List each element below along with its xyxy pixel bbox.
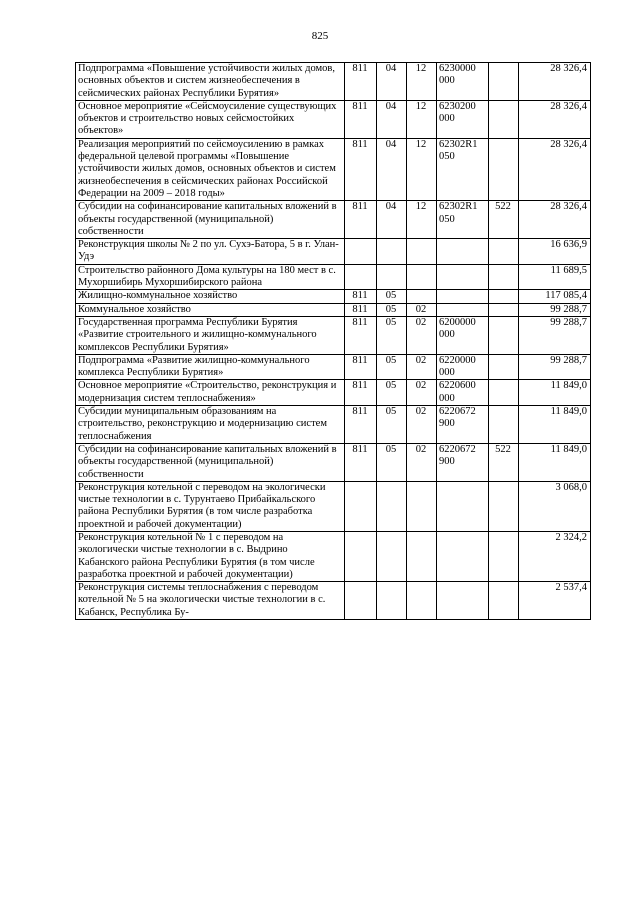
row-vr <box>489 100 519 138</box>
row-vr <box>489 264 519 290</box>
row-vr: 522 <box>489 443 519 481</box>
row-pr: 12 <box>407 138 437 200</box>
row-amount: 117 085,4 <box>519 290 591 303</box>
row-ved <box>345 481 377 531</box>
row-csr <box>437 481 489 531</box>
row-ved: 811 <box>345 290 377 303</box>
row-pr <box>407 481 437 531</box>
row-vr <box>489 303 519 316</box>
row-name: Государственная программа Республики Бурятия «Развитие строительного и жилищно-коммунального комплексов Республики Бурятия» <box>76 316 345 354</box>
row-name: Реконструкция котельной с переводом на экологически чистые технологии в с. Турунтаево Прибайкальского района Республики Бурятия (в том числе разработка проектной и рабочей документации) <box>76 481 345 531</box>
row-amount: 11 849,0 <box>519 406 591 444</box>
row-ved: 811 <box>345 303 377 316</box>
row-rz: 05 <box>377 354 407 380</box>
page-number: 825 <box>311 30 329 42</box>
row-amount: 28 326,4 <box>519 201 591 239</box>
row-rz: 05 <box>377 380 407 406</box>
row-ved: 811 <box>345 443 377 481</box>
table-row <box>76 582 591 620</box>
row-csr <box>437 239 489 265</box>
row-csr: 6230200 000 <box>437 100 489 138</box>
row-csr <box>437 303 489 316</box>
row-name: Субсидии муниципальным образованиям на строительство, реконструкцию и модернизацию систем теплоснабжения <box>76 406 345 444</box>
row-amount: 2 537,4 <box>519 582 591 620</box>
row-pr: 12 <box>407 201 437 239</box>
table-row <box>76 290 591 303</box>
row-pr <box>407 582 437 620</box>
row-name: Реконструкция котельной № 1 с переводом на экологически чистые технологии в с. Выдрино Кабанского района Республики Бурятия (в том числе разработка проектной и рабочей документации) <box>76 531 345 581</box>
row-pr: 02 <box>407 354 437 380</box>
table-row <box>76 443 591 481</box>
row-pr: 02 <box>407 316 437 354</box>
row-csr: 6200000 000 <box>437 316 489 354</box>
row-csr: 6230000 000 <box>437 63 489 101</box>
table-row <box>76 264 591 290</box>
row-ved <box>345 582 377 620</box>
row-ved: 811 <box>345 354 377 380</box>
row-csr <box>437 290 489 303</box>
row-vr: 522 <box>489 201 519 239</box>
row-vr <box>489 290 519 303</box>
row-name: Реконструкция школы № 2 по ул. Сухэ-Батора, 5 в г. Улан-Удэ <box>76 239 345 265</box>
row-ved <box>345 531 377 581</box>
row-name: Подпрограмма «Развитие жилищно-коммунального комплекса Республики Бурятия» <box>76 354 345 380</box>
row-ved <box>345 239 377 265</box>
row-pr <box>407 290 437 303</box>
row-rz <box>377 481 407 531</box>
row-rz: 04 <box>377 100 407 138</box>
row-pr <box>407 239 437 265</box>
row-pr: 12 <box>407 100 437 138</box>
table-row <box>76 100 591 138</box>
row-pr <box>407 531 437 581</box>
row-name: Основное мероприятие «Сейсмоусиление существующих объектов и строительство новых сейсмостойких объектов» <box>76 100 345 138</box>
row-pr: 02 <box>407 443 437 481</box>
row-rz: 05 <box>377 303 407 316</box>
row-vr <box>489 354 519 380</box>
row-rz: 05 <box>377 316 407 354</box>
row-csr <box>437 531 489 581</box>
row-name: Коммунальное хозяйство <box>76 303 345 316</box>
row-amount: 3 068,0 <box>519 481 591 531</box>
row-vr <box>489 531 519 581</box>
table-row <box>76 380 591 406</box>
table-row <box>76 138 591 200</box>
row-rz: 05 <box>377 443 407 481</box>
table-row <box>76 316 591 354</box>
row-amount: 28 326,4 <box>519 138 591 200</box>
row-ved: 811 <box>345 406 377 444</box>
row-vr <box>489 380 519 406</box>
row-pr: 02 <box>407 406 437 444</box>
row-pr: 02 <box>407 380 437 406</box>
row-csr: 62302R1 050 <box>437 138 489 200</box>
row-rz: 04 <box>377 201 407 239</box>
row-amount: 2 324,2 <box>519 531 591 581</box>
row-amount: 11 849,0 <box>519 380 591 406</box>
row-pr: 12 <box>407 63 437 101</box>
row-csr <box>437 582 489 620</box>
row-name: Основное мероприятие «Строительство, реконструкция и модернизация систем теплоснабжения» <box>76 380 345 406</box>
row-vr <box>489 138 519 200</box>
row-name: Жилищно-коммунальное хозяйство <box>76 290 345 303</box>
row-rz <box>377 264 407 290</box>
row-amount: 16 636,9 <box>519 239 591 265</box>
row-vr <box>489 406 519 444</box>
row-vr <box>489 239 519 265</box>
row-amount: 11 849,0 <box>519 443 591 481</box>
row-amount: 99 288,7 <box>519 354 591 380</box>
row-rz <box>377 582 407 620</box>
row-ved: 811 <box>345 380 377 406</box>
row-vr <box>489 481 519 531</box>
row-ved: 811 <box>345 201 377 239</box>
row-rz: 04 <box>377 138 407 200</box>
row-ved <box>345 264 377 290</box>
row-rz: 05 <box>377 406 407 444</box>
table-row <box>76 481 591 531</box>
row-rz: 05 <box>377 290 407 303</box>
row-amount: 28 326,4 <box>519 63 591 101</box>
row-vr <box>489 63 519 101</box>
row-csr: 6220600 000 <box>437 380 489 406</box>
row-amount: 99 288,7 <box>519 316 591 354</box>
row-name: Строительство районного Дома культуры на 180 мест в с. Мухоршибирь Мухоршибирского района <box>76 264 345 290</box>
row-amount: 99 288,7 <box>519 303 591 316</box>
table-row <box>76 239 591 265</box>
row-csr: 6220672 900 <box>437 443 489 481</box>
row-amount: 11 689,5 <box>519 264 591 290</box>
row-ved: 811 <box>345 63 377 101</box>
row-pr: 02 <box>407 303 437 316</box>
row-ved: 811 <box>345 100 377 138</box>
row-csr: 6220672 900 <box>437 406 489 444</box>
row-rz: 04 <box>377 63 407 101</box>
table-row <box>76 406 591 444</box>
table-row <box>76 303 591 316</box>
row-name: Реконструкция системы теплоснабжения с переводом котельной № 5 на экологически чистые технологии в с. Кабанск, Республика Бу- <box>76 582 345 620</box>
row-vr <box>489 582 519 620</box>
row-pr <box>407 264 437 290</box>
row-amount: 28 326,4 <box>519 100 591 138</box>
table-row <box>76 63 591 101</box>
row-name: Подпрограмма «Повышение устойчивости жилых домов, основных объектов и систем жизнеобеспечения в сейсмических районах Республики Бурятия» <box>76 63 345 101</box>
row-name: Субсидии на софинансирование капитальных вложений в объекты государственной (муниципальной) собственности <box>76 443 345 481</box>
row-rz <box>377 531 407 581</box>
table-row <box>76 201 591 239</box>
table-row <box>76 531 591 581</box>
table-row <box>76 354 591 380</box>
row-rz <box>377 239 407 265</box>
row-csr: 62302R1 050 <box>437 201 489 239</box>
row-name: Субсидии на софинансирование капитальных вложений в объекты государственной (муниципальной) собственности <box>76 201 345 239</box>
row-csr <box>437 264 489 290</box>
row-csr: 6220000 000 <box>437 354 489 380</box>
row-ved: 811 <box>345 138 377 200</box>
row-ved: 811 <box>345 316 377 354</box>
budget-table <box>75 62 591 620</box>
row-name: Реализация мероприятий по сейсмоусилению в рамках федеральной целевой программы «Повышение устойчивости жилых домов, основных объектов и систем жизнеобеспечения в сейсмических районах Российской Федерации на 2009 – 2018 годы» <box>76 138 345 200</box>
row-vr <box>489 316 519 354</box>
